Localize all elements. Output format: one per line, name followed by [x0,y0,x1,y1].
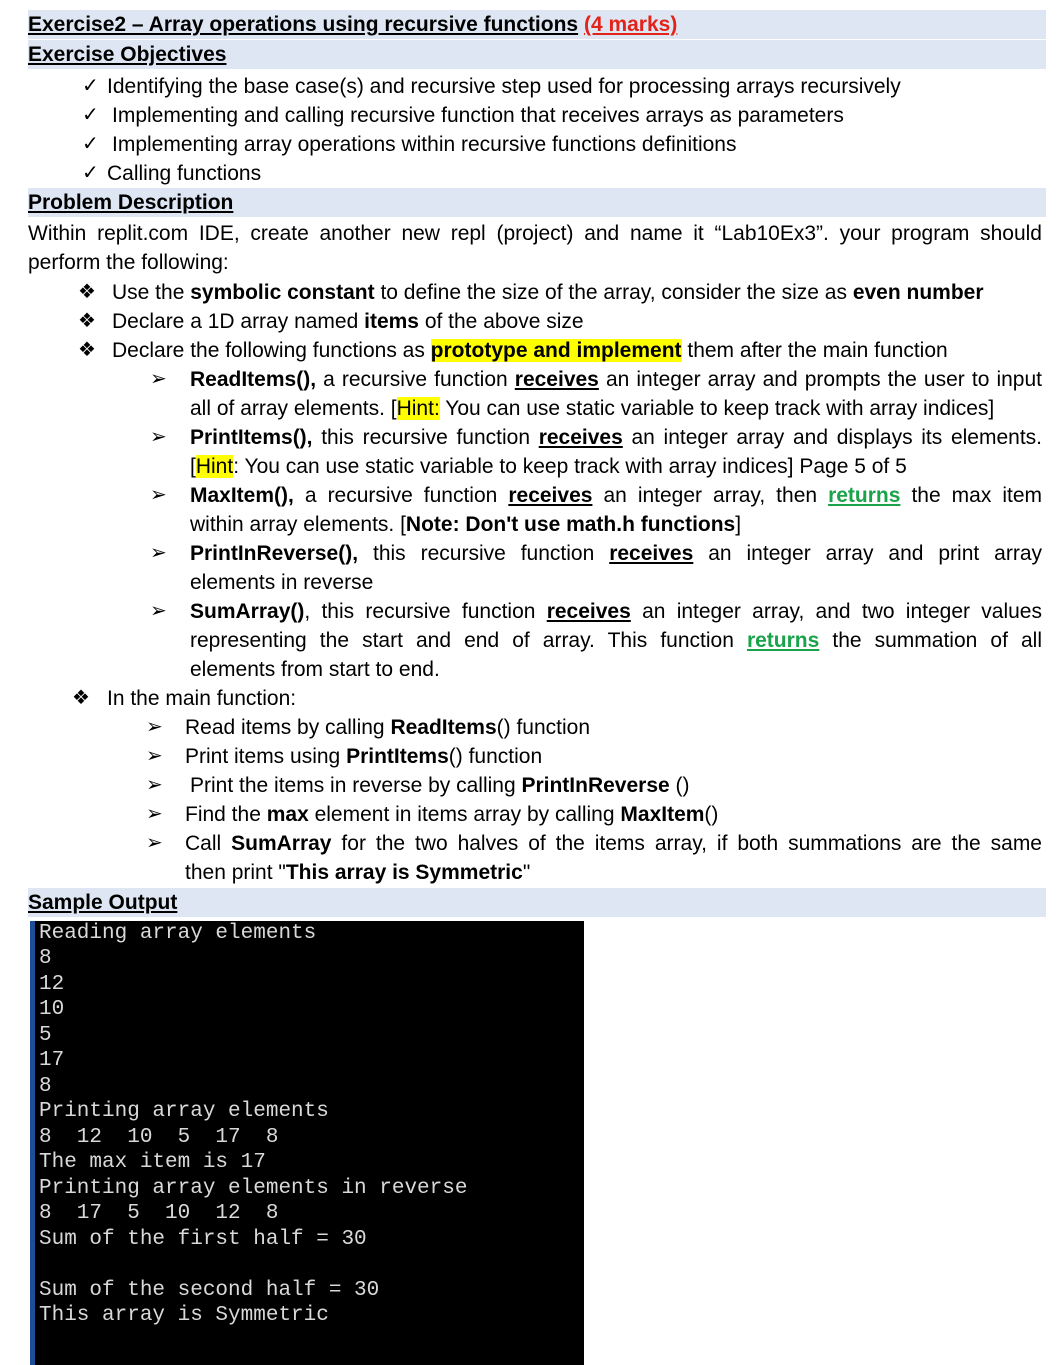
main-step-read: Read items by calling ReadItems() function [185,716,591,739]
bullet-symbolic-constant: Use the symbolic constant to define the size of the array, consider the size as even number [112,281,984,304]
objectives-heading-bar [28,40,1046,69]
check-icon: ✓ [82,162,99,184]
arrow-bullet-icon: ➢ [146,832,163,854]
bullet-declare-functions: Declare the following functions as prototype and implement them after the main function [112,339,948,362]
arrow-bullet-icon: ➢ [150,426,167,448]
console-line: 5 [39,1024,52,1047]
problem-intro-line: perform the following: [28,251,229,274]
console-line: 8 12 10 5 17 8 [39,1126,279,1149]
arrow-bullet-icon: ➢ [150,368,167,390]
arrow-bullet-icon: ➢ [150,484,167,506]
console-line: Printing array elements in reverse [39,1177,468,1200]
exercise-title-bar [28,10,1046,39]
console-line: 10 [39,998,65,1021]
exercise-title: Exercise2 – Array operations using recursive functions [28,13,579,36]
func-printitems-line2: [Hint: You can use static variable to keep track with array indices] Page 5 of 5 [190,455,907,478]
console-line: Printing array elements [39,1100,329,1123]
problem-heading: Problem Description [28,191,234,214]
console-line: Reading array elements [39,922,317,945]
func-readitems: ReadItems(), a recursive function receives an integer array and prompts the user to input [190,368,1042,391]
arrow-bullet-icon: ➢ [146,774,163,796]
func-sumarray: SumArray(), this recursive function receives an integer array, and two integer values [190,600,1042,623]
main-function-label: In the main function: [107,687,297,710]
main-step-max: Find the max element in items array by calling MaxItem() [185,803,719,826]
main-step-sum: Call SumArray for the two halves of the items array, if both summations are the same [185,832,1042,855]
sample-output-heading: Sample Output [28,891,178,914]
bullet-declare-array: Declare a 1D array named items of the above size [112,310,584,333]
main-step-sum-line2: then print "This array is Symmetric" [185,861,531,884]
diamond-bullet-icon: ❖ [72,687,90,709]
diamond-bullet-icon: ❖ [78,281,96,303]
hint-label: Hint: [396,397,440,420]
objective-item: Identifying the base case(s) and recursive step used for processing arrays recursively [107,75,901,98]
check-icon: ✓ [82,104,99,126]
console-line: Sum of the first half = 30 [39,1228,367,1251]
diamond-bullet-icon: ❖ [78,339,96,361]
check-icon: ✓ [82,133,99,155]
console-line: 8 [39,1075,52,1098]
problem-heading-bar [28,188,1046,217]
func-printinreverse-line2: elements in reverse [190,571,374,594]
func-readitems-line2: all of array elements. [Hint: You can use static variable to keep track with array indices] [190,397,995,420]
func-printinreverse: PrintInReverse(), this recursive function receives an integer array and print array [190,542,1042,565]
console-line: 17 [39,1049,65,1072]
hint-label: Hint [195,455,234,478]
func-sumarray-line3: elements from start to end. [190,658,440,681]
main-step-print: Print items using PrintItems() function [185,745,543,768]
func-printitems: PrintItems(), this recursive function receives an integer array and displays its elements. [190,426,1042,449]
console-line: 8 17 5 10 12 8 [39,1202,279,1225]
exercise-marks: (4 marks) [583,13,678,36]
console-output-screenshot [30,921,584,1365]
highlight-prototype: prototype and implement [430,339,682,362]
objective-item: Implementing and calling recursive function that receives arrays as parameters [112,104,844,127]
arrow-bullet-icon: ➢ [146,745,163,767]
console-line: 12 [39,973,65,996]
func-maxitem-line2: within array elements. [Note: Don't use math.h functions] [190,513,742,536]
console-line: The max item is 17 [39,1151,266,1174]
objective-item: Calling functions [107,162,262,185]
func-sumarray-line2: representing the start and end of array. This function returns the summation of all [190,629,1042,652]
objectives-heading: Exercise Objectives [28,43,227,66]
func-maxitem: MaxItem(), a recursive function receives an integer array, then returns the max item [190,484,1042,507]
check-icon: ✓ [82,75,99,97]
main-step-reverse: Print the items in reverse by calling PrintInReverse () [190,774,690,797]
console-line: This array is Symmetric [39,1304,329,1327]
console-line: 8 [39,947,52,970]
diamond-bullet-icon: ❖ [78,310,96,332]
arrow-bullet-icon: ➢ [150,600,167,622]
console-line: Sum of the second half = 30 [39,1279,380,1302]
arrow-bullet-icon: ➢ [150,542,167,564]
sample-output-heading-bar [28,888,1046,917]
objective-item: Implementing array operations within recursive functions definitions [112,133,737,156]
problem-intro-line: Within replit.com IDE, create another new repl (project) and name it “Lab10Ex3”. your program should [28,222,1042,245]
arrow-bullet-icon: ➢ [146,803,163,825]
arrow-bullet-icon: ➢ [146,716,163,738]
